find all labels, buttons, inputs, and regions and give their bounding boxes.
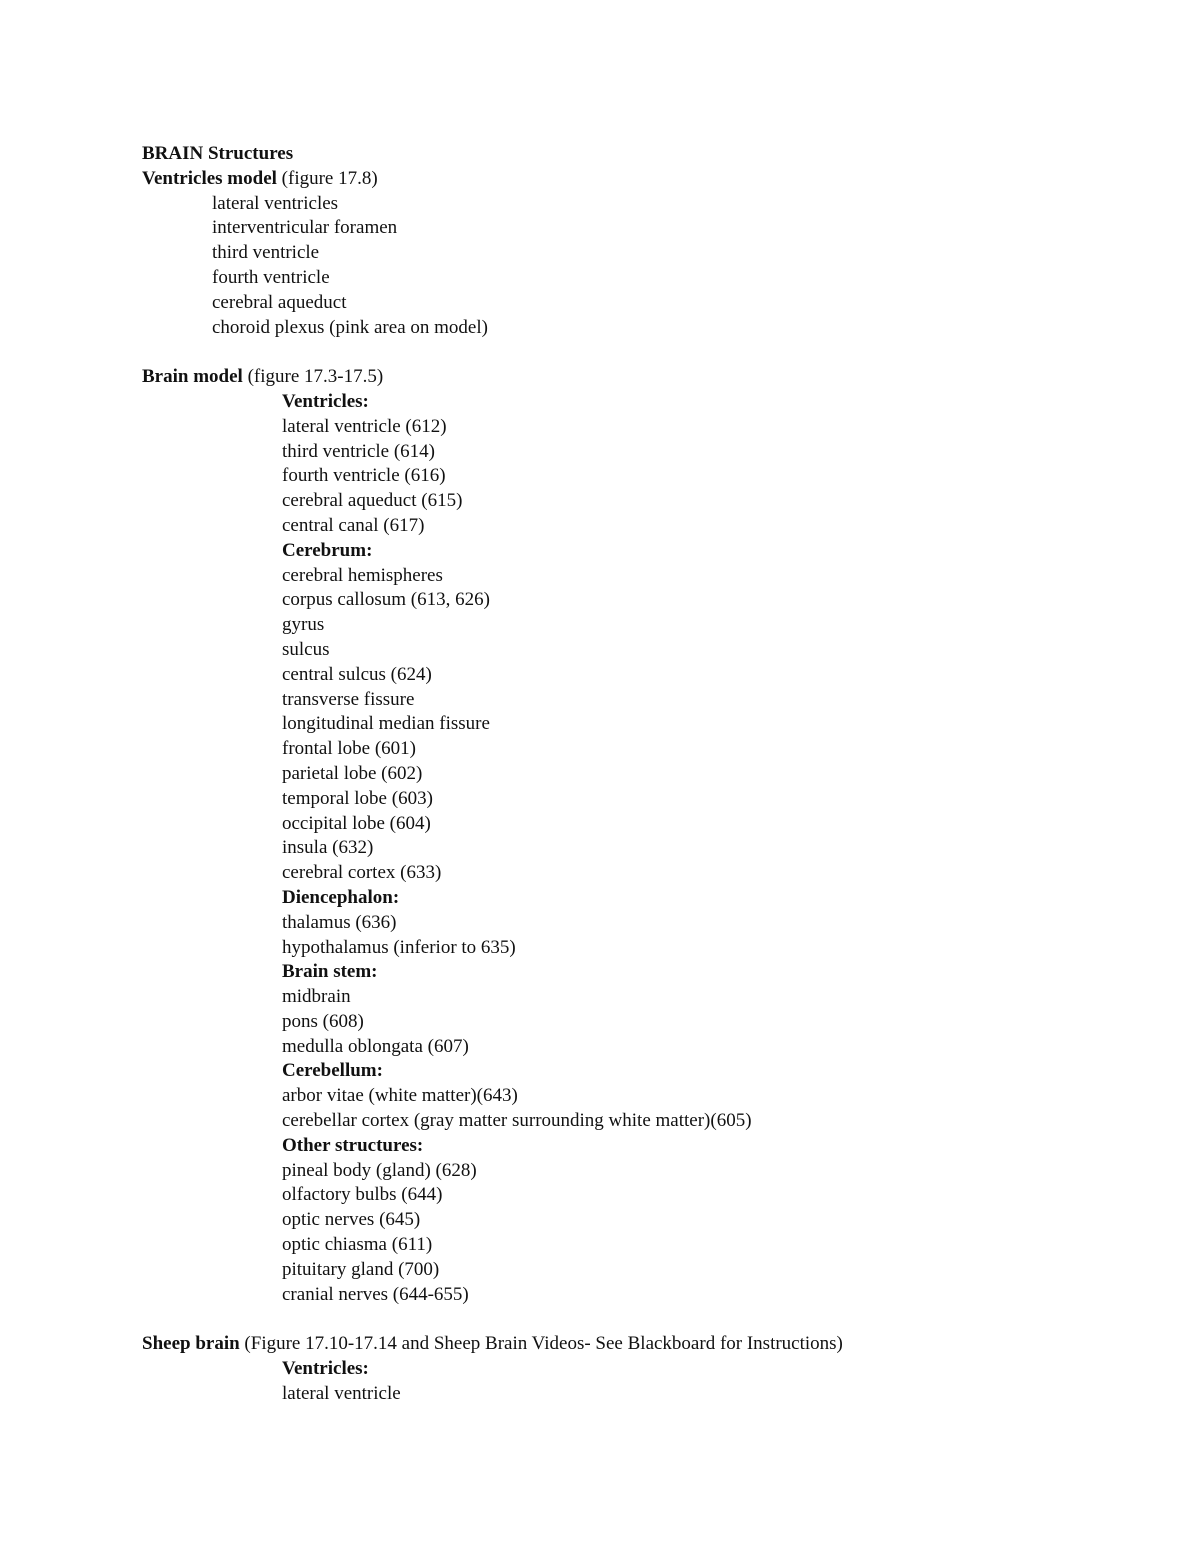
figure-reference: (figure 17.8) — [276, 167, 378, 189]
list-item: optic chiasma (611) — [282, 1234, 433, 1256]
subsection-label: Cerebrum: — [282, 539, 373, 561]
list-item: thalamus (636) — [282, 911, 397, 933]
figure-reference: (Figure 17.10-17.14 and Sheep Brain Videos- See Blackboard for Instructions) — [239, 1333, 843, 1355]
list-item: transverse fissure — [282, 688, 415, 710]
list-item: frontal lobe (601) — [282, 738, 417, 760]
list-item: third ventricle (614) — [282, 440, 436, 462]
list-item: lateral ventricle (612) — [282, 415, 447, 437]
document-page — [142, 142, 1142, 1407]
list-item: arbor vitae (white matter)(643) — [282, 1085, 518, 1107]
list-item: sulcus — [282, 638, 330, 660]
list-item: cerebral cortex (633) — [282, 862, 442, 884]
list-item: cerebellar cortex (gray matter surrounding white matter)(605) — [282, 1110, 752, 1132]
list-item: corpus callosum (613, 626) — [282, 589, 490, 611]
list-item: central canal (617) — [282, 514, 425, 536]
list-item: fourth ventricle — [212, 266, 330, 288]
ventricles-model-heading — [142, 167, 1142, 192]
brain-model-heading — [142, 365, 1142, 390]
list-item: central sulcus (624) — [282, 663, 432, 685]
subsection-label: Other structures: — [282, 1134, 424, 1156]
list-item: longitudinal median fissure — [282, 713, 490, 735]
list-item: optic nerves (645) — [282, 1209, 421, 1231]
list-item: medulla oblongata (607) — [282, 1035, 469, 1057]
list-item: lateral ventricle — [282, 1382, 401, 1404]
list-item: choroid plexus (pink area on model) — [212, 316, 488, 338]
list-item: interventricular foramen — [212, 217, 398, 239]
list-item: cerebral hemispheres — [282, 564, 443, 586]
subsection-label: Diencephalon: — [282, 886, 400, 908]
subsection-label: Ventricles: — [282, 390, 369, 412]
list-item: cerebral aqueduct (615) — [282, 490, 463, 512]
list-item: pituitary gland (700) — [282, 1258, 440, 1280]
list-item: cerebral aqueduct — [212, 291, 347, 313]
list-item: hypothalamus (inferior to 635) — [282, 936, 516, 958]
subsection-label: Ventricles: — [282, 1358, 369, 1380]
list-item: temporal lobe (603) — [282, 787, 433, 809]
list-item: occipital lobe (604) — [282, 812, 431, 834]
page-title: BRAIN Structures — [142, 143, 294, 164]
figure-reference: (figure 17.3-17.5) — [242, 366, 384, 388]
list-item: parietal lobe (602) — [282, 762, 423, 784]
section-heading: Sheep brain — [142, 1333, 240, 1355]
section-heading: Ventricles model — [142, 167, 277, 189]
list-item: pineal body (gland) (628) — [282, 1159, 477, 1181]
list-item: midbrain — [282, 986, 351, 1008]
list-item: fourth ventricle (616) — [282, 465, 446, 487]
list-item: cranial nerves (644-655) — [282, 1283, 469, 1305]
list-item: pons (608) — [282, 1010, 364, 1032]
spacer — [142, 1307, 1142, 1332]
list-item: lateral ventricles — [212, 192, 339, 214]
subsection-label: Cerebellum: — [282, 1060, 383, 1082]
spacer — [142, 340, 1142, 365]
sheep-brain-heading — [142, 1332, 1142, 1357]
section-heading: Brain model — [142, 366, 243, 388]
subsection-label: Brain stem: — [282, 961, 378, 983]
list-item: insula (632) — [282, 837, 374, 859]
list-item: third ventricle — [212, 242, 320, 264]
list-item: gyrus — [282, 614, 325, 636]
list-item: olfactory bulbs (644) — [282, 1184, 443, 1206]
